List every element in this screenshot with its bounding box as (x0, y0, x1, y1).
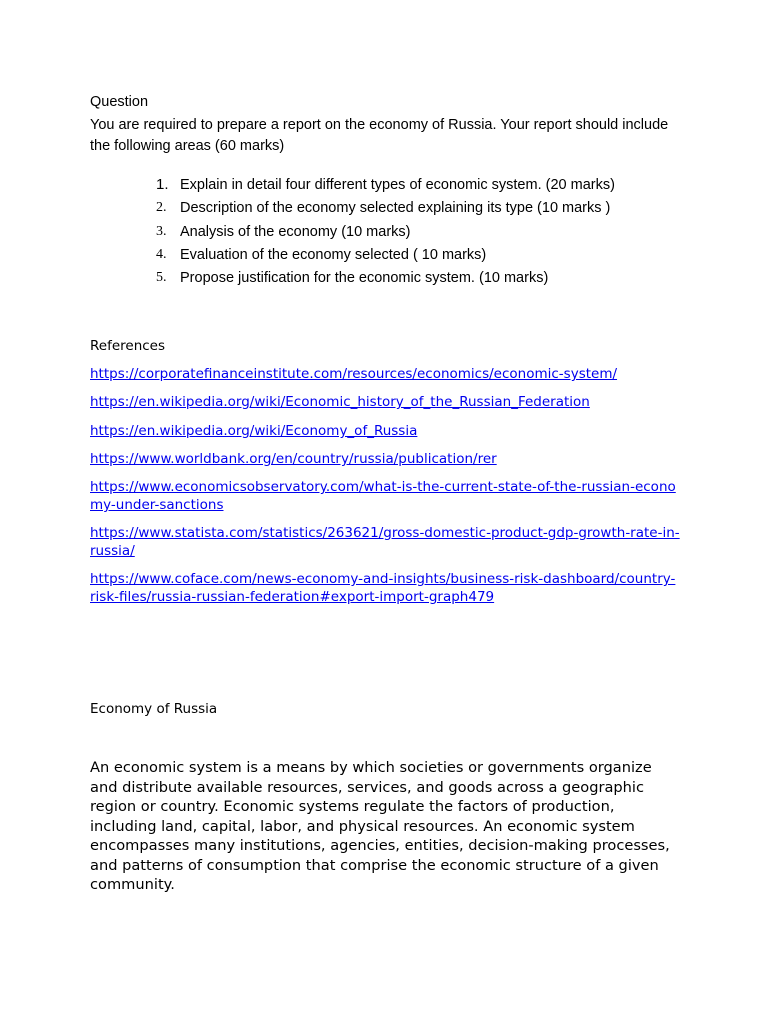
task-text: Evaluation of the economy selected ( 10 marks) (180, 246, 487, 263)
references-heading: References (90, 338, 166, 354)
body-paragraph: An economic system is a means by which societies or governments organize and distribute available resources, services, and goods across a geographic region or country. Economic systems regulate the factors of production, including land, capital, labor, and physical resources. An economic system encompasses many institutions, agencies, entities, decision-making processes, and patterns of consumption that comprise the economic structure of a given community. (90, 759, 670, 893)
reference-link[interactable]: https://www.worldbank.org/en/country/russia/publication/rer (90, 451, 497, 467)
reference-link[interactable]: https://en.wikipedia.org/wiki/Economy_of_Russia (90, 423, 418, 439)
task-text: Explain in detail four different types of economic system. (20 marks) (180, 177, 615, 193)
section-title: Economy of Russia (90, 701, 218, 717)
task-number: 1. (156, 176, 169, 193)
question-label: Question (90, 94, 149, 110)
reference-link[interactable]: https://en.wikipedia.org/wiki/Economic_history_of_the_Russian_Federation (90, 394, 590, 410)
reference-link[interactable]: https://corporatefinanceinstitute.com/resources/economics/economic-system/ (90, 366, 618, 382)
task-number: 3. (156, 223, 167, 239)
reference-link[interactable]: https://www.statista.com/statistics/263621/gross-domestic-product-gdp-growth-rate-in-russia/ (90, 525, 680, 559)
task-text: Description of the economy selected explaining its type (10 marks ) (180, 200, 611, 217)
reference-link[interactable]: https://www.economicsobservatory.com/what-is-the-current-state-of-the-russian-economy-under-sanctions (90, 479, 676, 513)
task-text: Analysis of the economy (10 marks) (180, 223, 411, 240)
task-number: 2. (156, 200, 167, 216)
task-text: Propose justification for the economic system. (10 marks) (180, 270, 549, 287)
reference-link[interactable]: https://www.coface.com/news-economy-and-insights/business-risk-dashboard/country-risk-files/russia-russian-federation#export-import-graph479 (90, 571, 676, 605)
task-number: 4. (156, 246, 167, 262)
question-text: You are required to prepare a report on the economy of Russia. Your report should include the following areas (60 marks) (90, 117, 669, 154)
task-number: 5. (156, 270, 167, 286)
